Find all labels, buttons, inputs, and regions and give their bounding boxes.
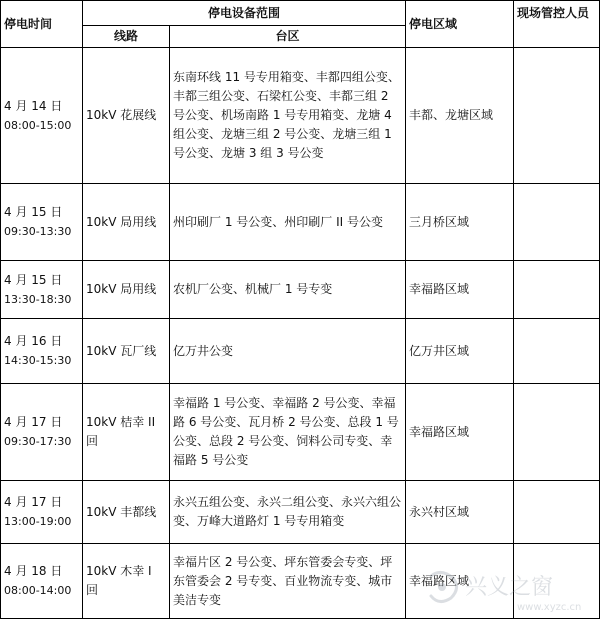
outage-time-cell [1,319,83,384]
outage-time-cell [1,184,83,261]
header-line: 线路 [83,26,170,48]
outage-time-cell [1,384,83,481]
outage-time-cell [1,481,83,544]
staff-cell [514,481,600,544]
table-row [1,48,600,184]
table-row [1,261,600,319]
header-row-1 [1,1,600,26]
outage-time-range: 09:30-13:30 [4,225,72,238]
outage-date: 4 月 17 日 [4,495,63,509]
region-cell: 三月桥区域 [406,184,514,261]
outage-time-range: 09:30-17:30 [4,435,72,448]
outage-time-range: 13:00-19:00 [4,515,72,528]
outage-time-cell [1,544,83,619]
line-cell: 10kV 丰都线 [83,481,170,544]
area-cell: 永兴五组公变、永兴二组公变、永兴六组公变、万峰大道路灯 1 号专用箱变 [170,481,406,544]
region-cell: 亿万井区域 [406,319,514,384]
outage-date: 4 月 17 日 [4,415,63,429]
outage-time-cell [1,48,83,184]
line-cell: 10kV 局用线 [83,184,170,261]
area-cell: 亿万井公变 [170,319,406,384]
area-cell: 幸福片区 2 号公变、坪东管委会专变、坪东管委会 2 号专变、百业物流专变、城市美洁专变 [170,544,406,619]
table-row [1,544,600,619]
area-cell: 东南环线 11 号专用箱变、丰都四组公变、丰都三组公变、石梁杠公变、丰都三组 2 号公变、机场南路 1 号专用箱变、龙塘 4 组公变、龙塘三组 2 号公变、龙塘三组 1 号公变、龙塘 3 组 3 号公变 [170,48,406,184]
staff-cell [514,184,600,261]
outage-time-range: 08:00-15:00 [4,118,72,132]
region-cell: 永兴村区域 [406,481,514,544]
outage-date: 4 月 18 日 [4,564,63,578]
area-cell: 农机厂公变、机械厂 1 号专变 [170,261,406,319]
outage-date: 4 月 15 日 [4,205,63,219]
outage-date: 4 月 14 日 [4,98,63,113]
header-area: 台区 [170,26,406,48]
table-row [1,384,600,481]
region-cell: 幸福路区域 [406,544,514,619]
area-cell: 幸福路 1 号公变、幸福路 2 号公变、幸福路 6 号公变、瓦月桥 2 号公变、总段 1 号公变、总段 2 号公变、饲料公司专变、幸福路 5 号公变 [170,384,406,481]
table-row [1,319,600,384]
outage-time-cell [1,261,83,319]
outage-time-range: 08:00-14:00 [4,584,72,597]
staff-cell [514,384,600,481]
header-time: 停电时间 [1,1,83,48]
line-cell: 10kV 木幸 I 回 [83,544,170,619]
outage-time-range: 13:30-18:30 [4,292,72,306]
area-cell: 州印刷厂 1 号公变、州印刷厂 II 号公变 [170,184,406,261]
staff-cell [514,544,600,619]
header-region: 停电区域 [406,1,514,48]
region-cell: 丰都、龙塘区域 [406,48,514,184]
table-row [1,481,600,544]
staff-cell [514,48,600,184]
line-cell: 10kV 局用线 [83,261,170,319]
outage-time-range: 14:30-15:30 [4,354,72,367]
table-row [1,184,600,261]
line-cell: 10kV 瓦厂线 [83,319,170,384]
line-cell: 10kV 桔幸 II 回 [83,384,170,481]
header-staff: 现场管控人员 [514,1,600,48]
watermark-title: 兴义之窗 [465,575,554,600]
watermark-url: www.xyzc.cn [517,602,582,613]
header-scope: 停电设备范围 [83,1,406,26]
line-cell: 10kV 花展线 [83,48,170,184]
region-cell: 幸福路区域 [406,261,514,319]
outage-date: 4 月 16 日 [4,334,63,348]
staff-cell [514,319,600,384]
region-cell: 幸福路区域 [406,384,514,481]
outage-date: 4 月 15 日 [4,272,63,287]
staff-cell [514,261,600,319]
